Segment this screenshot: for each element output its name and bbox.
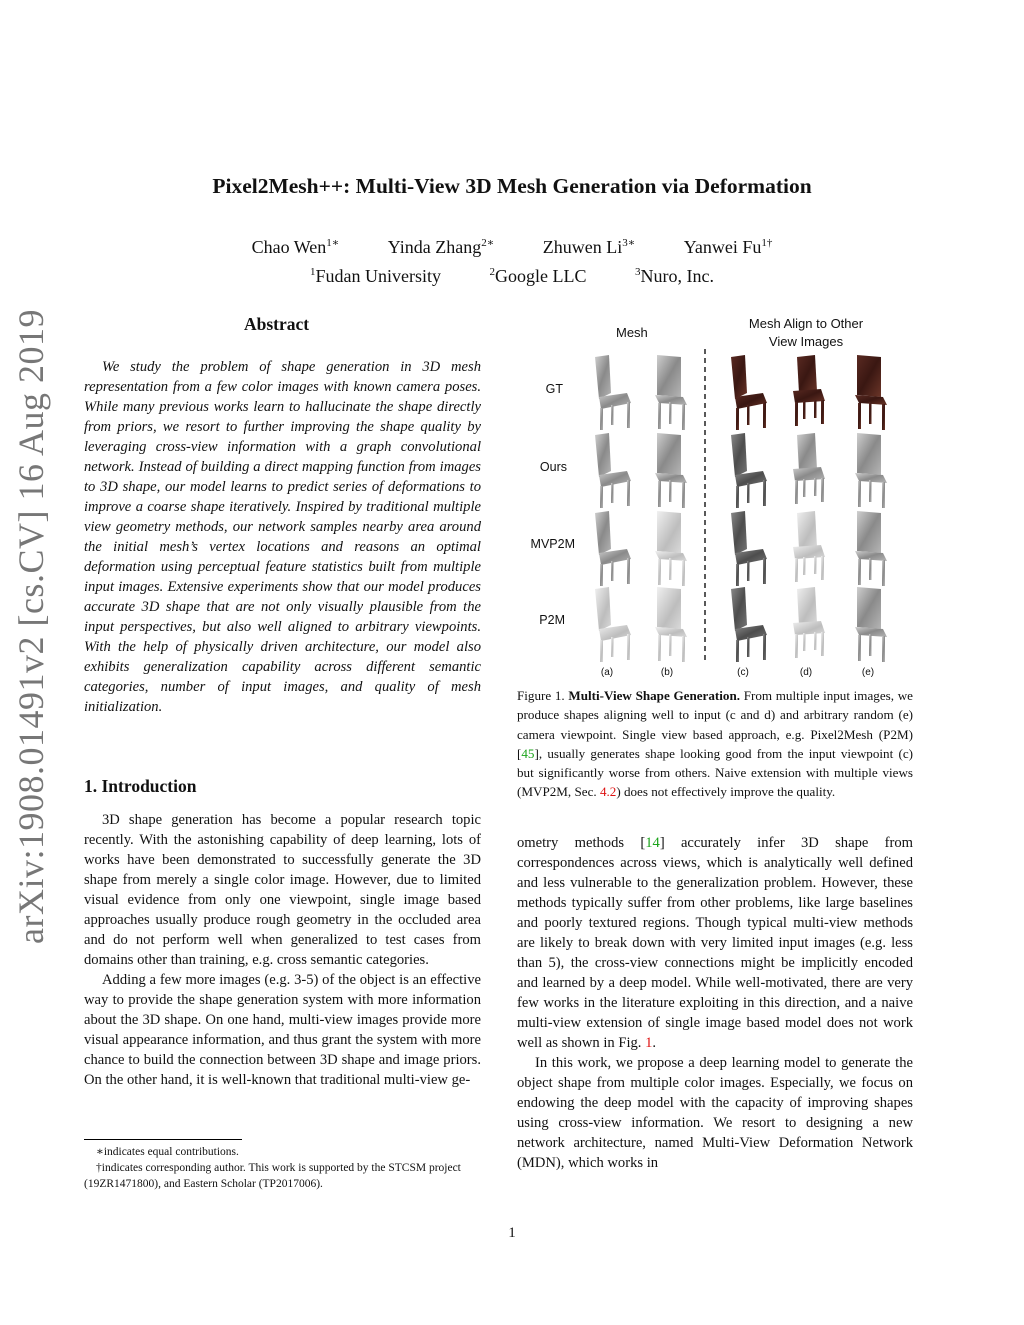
footnote: †indicates corresponding author. This work is supported by the STCSM project (19ZR1471800), and Eastern Scholar (TP2017006).: [84, 1162, 461, 1190]
chair-render: [595, 355, 631, 430]
figure-col-label: (d): [799, 667, 813, 678]
right-column-body: [517, 833, 913, 1173]
figure-col-label: (b): [660, 667, 674, 678]
caption-text: ], usually generates shape looking good from the input viewpoint (c) but significantly worse from others. Naive extension with multiple views (MVP2M, Sec.: [517, 745, 913, 800]
arxiv-stamp: arXiv:1908.01491v2 [cs.CV] 16 Aug 2019: [11, 309, 51, 944]
chair-render: [855, 511, 887, 586]
figure-header-align: Mesh Align to Other View Images: [748, 316, 864, 349]
chair-render: [731, 355, 767, 430]
figure-chair-grid: [575, 345, 895, 665]
figure-row-label: MVP2M: [530, 537, 575, 551]
abstract-heading: Abstract: [244, 314, 310, 334]
footnote-divider: [84, 1139, 242, 1140]
caption-text: ) does not effectively improve the quality.: [616, 784, 836, 800]
chair-render: [655, 587, 687, 662]
affiliations: [0, 260, 1024, 289]
chair-render: [595, 433, 631, 508]
chair-render: [793, 355, 825, 426]
figure-ref-link[interactable]: 1: [645, 1035, 653, 1051]
chair-render: [855, 587, 887, 662]
intro-body: [84, 810, 481, 1090]
abstract-paragraph: We study the problem of shape generation in 3D mesh representation from a few color images with known camera poses. While many previous works learn to hallucinate the shape directly from priors, we resort to further improving the shape quality by leveraging cross-view information with a graph convolutional network. Instead of building a direct mapping function from images to 3D shape, our model learns to predict series of deformations to improve a coarse shape iteratively. Inspired by traditional multiple view geometry methods, our network samples nearby area around the initial mesh’s vertex locations and reasons an optimal deformation using perceptual feature statistics built from multiple input images. Extensive experiments show that our model produces accurate 3D shape that are not only visually plausible from the input perspectives, but also well aligned to arbitrary viewpoints. With the help of physically driven architecture, our model also exhibits generalization capability across different semantic categories, number of input images, and quality of mesh initialization.: [84, 359, 481, 715]
affiliation: $^2$Google LLC: [489, 266, 587, 286]
author: Yanwei $Fu^{1\dagger}$: [683, 237, 773, 257]
figure-row-label: GT: [545, 382, 563, 396]
caption-title: Multi-View Shape Generation.: [568, 688, 741, 703]
chair-render: [793, 433, 825, 504]
abstract-body: [84, 357, 481, 717]
chair-render: [731, 587, 767, 662]
author: Chao Wen$^{1∗}$: [251, 237, 340, 257]
author: Zhuwen $Li^{3∗}$: [542, 237, 636, 257]
citation-link[interactable]: 14: [645, 835, 660, 851]
chair-render: [855, 433, 887, 508]
footnote: ∗indicates equal contributions.: [96, 1146, 239, 1158]
page-number: 1: [508, 1225, 516, 1241]
footnotes: [84, 1144, 484, 1192]
chair-render: [655, 433, 687, 508]
figure-col-label: (a): [600, 667, 614, 678]
author-names: [0, 231, 1024, 260]
chair-render: [855, 355, 887, 430]
author-block: [0, 231, 1024, 289]
figure-caption: [517, 686, 913, 802]
chair-render: [731, 511, 767, 586]
chair-render: [793, 511, 825, 582]
chair-render: [655, 511, 687, 586]
chair-render: [595, 587, 631, 662]
affiliation: $^3$Nuro, Inc.: [635, 266, 714, 286]
figure-row-label: P2M: [539, 613, 565, 627]
author: Yinda Zhang$^{2∗}$: [387, 237, 495, 257]
caption-label: Figure 1.: [517, 688, 565, 703]
citation-link[interactable]: 45: [521, 745, 535, 761]
section-ref-link[interactable]: 4.2: [599, 784, 617, 800]
paragraph: In this work, we propose a deep learning model to generate the object shape from multiple color images. Especially, we focus on endowing the deep model with the capacity of improving shapes using cross-view information. We resort to designing a new network architecture, named Multi-View Deformation Network (MDN), which works in: [517, 1055, 913, 1171]
chair-render: [655, 355, 687, 430]
figure-row-label: Ours: [539, 460, 567, 474]
section-heading: 1. Introduction: [84, 776, 197, 796]
affiliation: $^1$Fudan University: [310, 266, 441, 286]
paragraph: 3D shape generation has become a popular research topic recently. With the astonishing capability of deep learning, lots of works have been demonstrated to successfully generate the 3D shape from merely a single color image. However, due to limited visual evidence from only one viewpoint, single image based approaches usually produce rough geometry in the occluded area and do not perform well when generalized to test cases from domains other than training, e.g. cross semantic categories.: [84, 812, 481, 968]
paragraph: Adding a few more images (e.g. 3-5) of the object is an effective way to provide the shape generation system with more information about the 3D shape. On one hand, multi-view images provide more visual appearance information, and thus grant the system with more chance to build the connection between 3D shape and image priors. On the other hand, it is well-known that traditional multi-view ge-: [84, 972, 481, 1088]
chair-render: [731, 433, 767, 508]
paragraph: ometry methods [14] accurately infer 3D shape from correspondences across views, which is analytically well defined and less vulnerable to the generalization problem. However, these methods typically suffer from other problems, like large baselines and poorly textured regions. Though typical multi-view methods are likely to break down with very limited input images (e.g. less than 5), the cross-view connections might be implicitly encoded and learned by a deep model. While well-motivated, there are very few works in the literature exploiting in this direction, and a naive multi-view extension of single image based model does not work well as shown in Fig. 1.: [517, 835, 913, 1051]
chair-render: [595, 511, 631, 586]
caption-text: From multiple input images, we produce shapes aligning well to input (c and d) and arbitrary random (e) camera viewpoint. Single view based approach, e.g. Pixel2Mesh (P2M) [: [517, 688, 913, 761]
figure-header-mesh: Mesh: [616, 325, 648, 340]
chair-render: [793, 587, 825, 658]
paper-title: Pixel2Mesh++: Multi-View 3D Mesh Generation via Deformation: [212, 174, 812, 198]
figure-col-label: (c): [737, 667, 749, 678]
figure-col-label: (e): [861, 667, 875, 678]
